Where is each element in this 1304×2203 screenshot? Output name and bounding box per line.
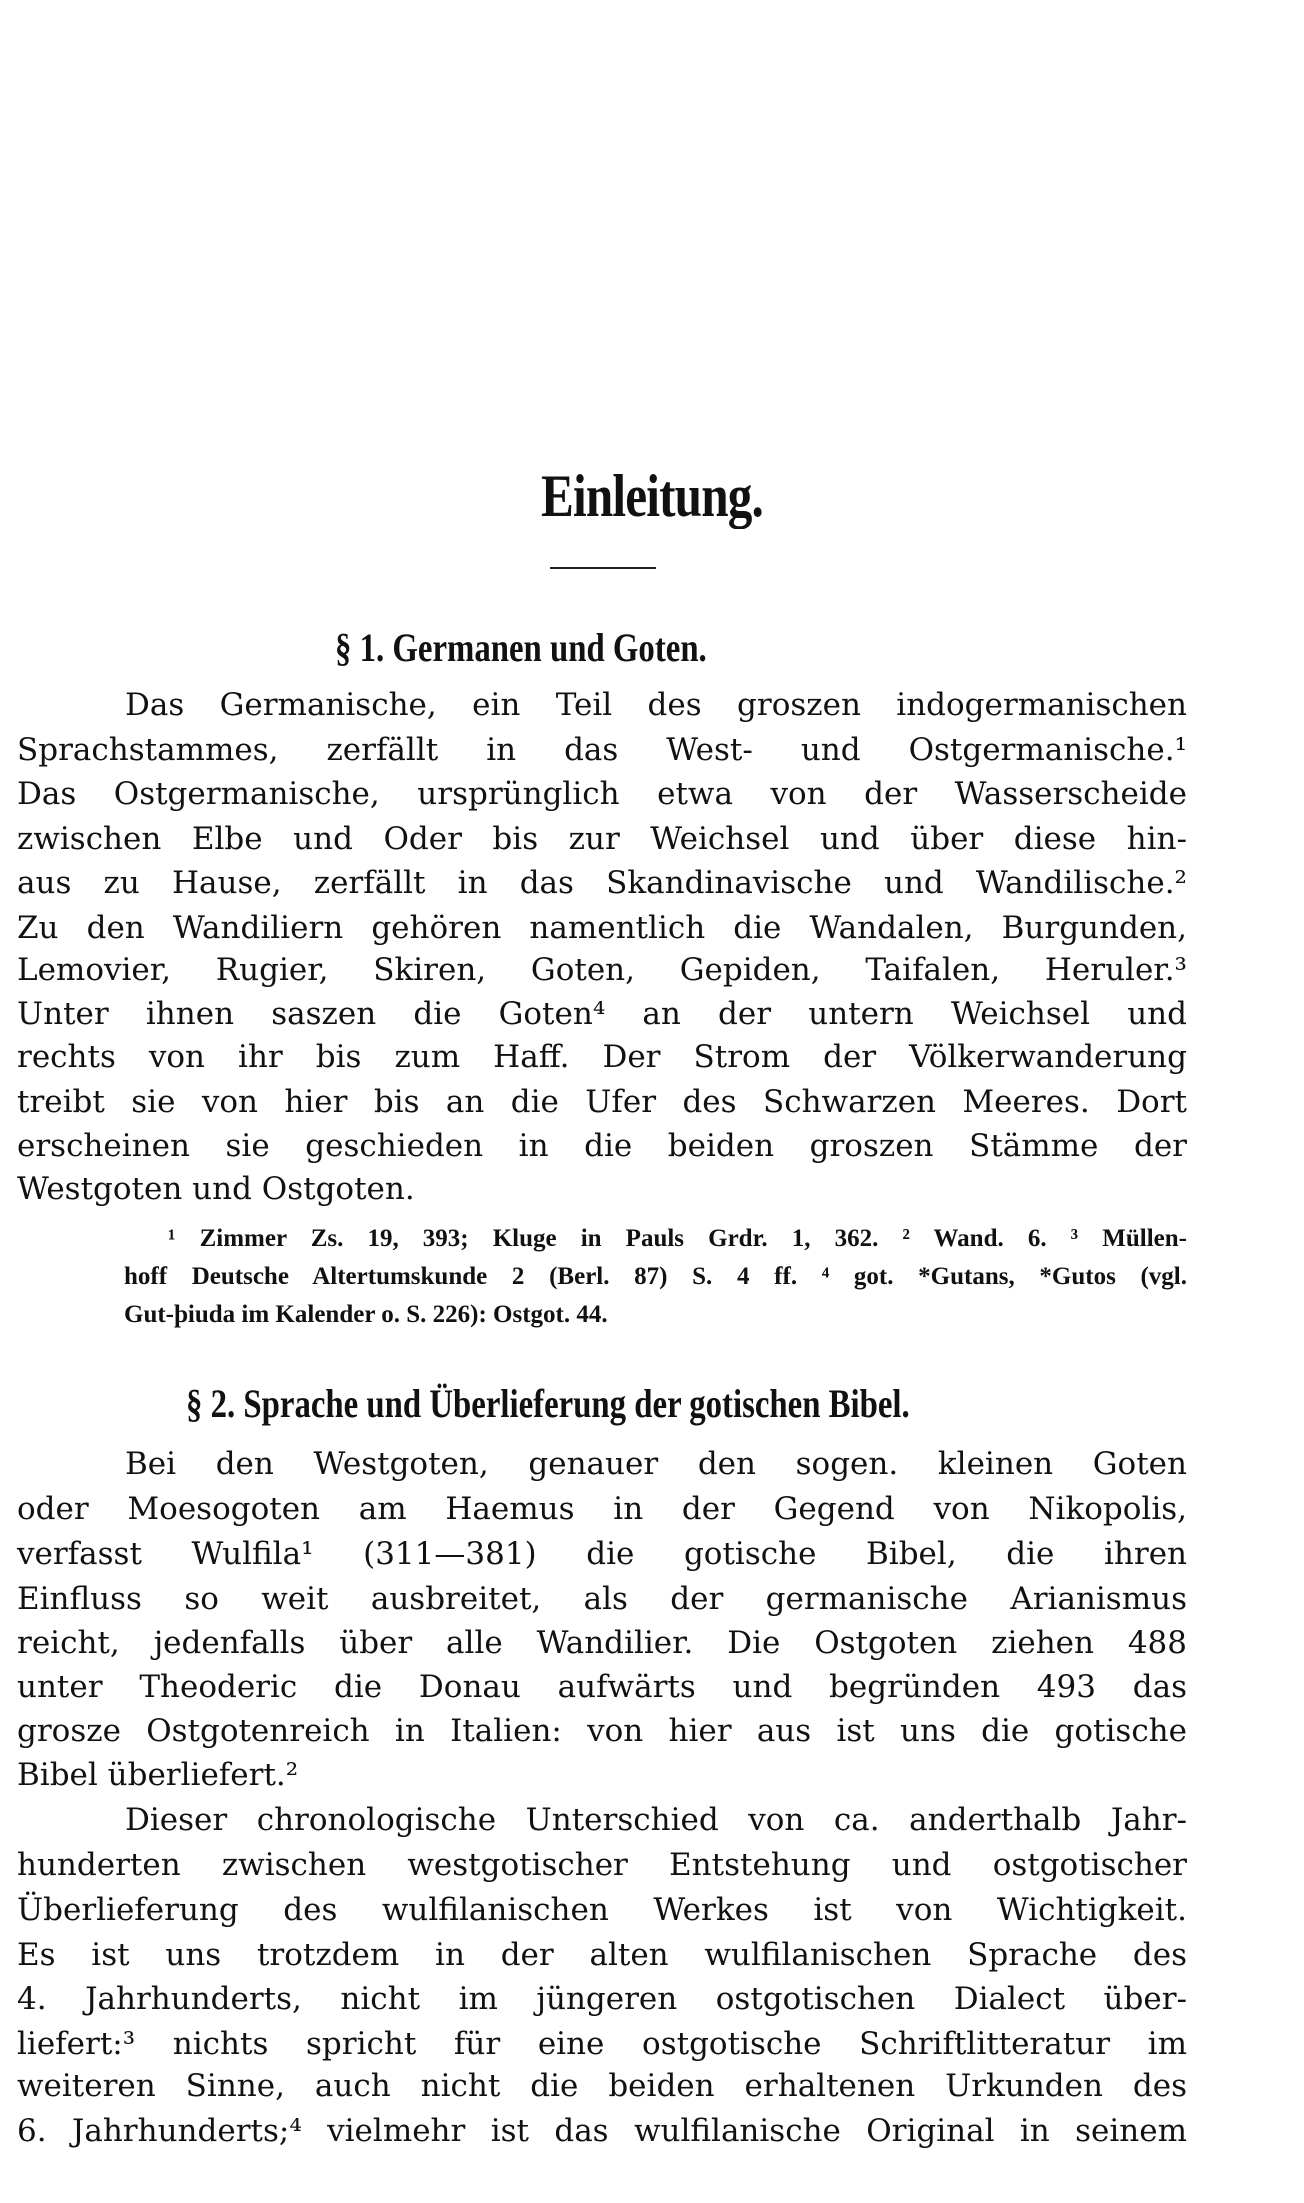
text-line: Bei den Westgoten, genauer den sogen. kleinen Goten	[125, 1446, 1187, 1482]
text-line: weiteren Sinne, auch nicht die beiden erhaltenen Urkunden des	[17, 2068, 1187, 2104]
text-line: Unter ihnen saszen die Goten⁴ an der untern Weichsel und	[17, 996, 1187, 1032]
text-line: liefert:³ nichts spricht für eine ostgotische Schriftlitteratur im	[17, 2026, 1187, 2062]
text-line: grosze Ostgotenreich in Italien: von hier aus ist uns die gotische	[17, 1713, 1187, 1749]
text-line: hunderten zwischen westgotischer Entstehung und ostgotischer	[17, 1847, 1187, 1883]
text-line: Dieser chronologische Unterschied von ca. anderthalb Jahr-	[125, 1802, 1187, 1838]
footnote-line: ¹ Zimmer Zs. 19, 393; Kluge in Pauls Grdr. 1, 362. ² Wand. 6. ³ Müllen-	[168, 1225, 1187, 1252]
text-line: Es ist uns trotzdem in der alten wulfilanischen Sprache des	[17, 1937, 1187, 1973]
section-1-heading	[0, 624, 1214, 671]
text-line: Bibel überliefert.²	[17, 1757, 299, 1793]
text-line: verfasst Wulfila¹ (311—381) die gotische Bibel, die ihren	[17, 1536, 1187, 1572]
section-2-heading	[0, 1380, 1279, 1427]
text-line: Westgoten und Ostgoten.	[17, 1171, 415, 1207]
text-line: Zu den Wandiliern gehören namentlich die Wandalen, Burgunden,	[17, 910, 1187, 946]
footnote-line: Gut-þiuda im Kalender o. S. 226): Ostgot. 44.	[124, 1301, 608, 1328]
title-divider	[550, 567, 656, 569]
text-line: reicht, jedenfalls über alle Wandilier. Die Ostgoten ziehen 488	[17, 1625, 1187, 1661]
text-line: Das Germanische, ein Teil des groszen indogermanischen	[125, 687, 1187, 723]
text-line: 6. Jahrhunderts;⁴ vielmehr ist das wulfilanische Original in seinem	[17, 2113, 1187, 2149]
text-line: erscheinen sie geschieden in die beiden groszen Stämme der	[17, 1128, 1187, 1164]
text-line: unter Theoderic die Donau aufwärts und begründen 493 das	[17, 1669, 1187, 1705]
text-line: Lemovier, Rugier, Skiren, Goten, Gepiden, Taifalen, Heruler.³	[17, 952, 1187, 988]
footnote-line: hoff Deutsche Altertumskunde 2 (Berl. 87) S. 4 ff. ⁴ got. *Gutans, *Gutos (vgl.	[124, 1263, 1187, 1290]
chapter-title: Einleitung.	[540, 463, 764, 529]
text-line: Einfluss so weit ausbreitet, als der germanische Arianismus	[17, 1581, 1187, 1617]
section-1-heading-text: § 1. Germanen und Goten.	[335, 625, 708, 670]
text-line: treibt sie von hier bis an die Ufer des Schwarzen Meeres. Dort	[17, 1084, 1187, 1120]
text-line: Sprachstammes, zerfällt in das West- und Ostgermanische.¹	[17, 732, 1187, 768]
text-line: zwischen Elbe und Oder bis zur Weichsel und über diese hin-	[17, 821, 1187, 857]
text-line: Das Ostgermanische, ursprünglich etwa von der Wasserscheide	[17, 776, 1187, 812]
text-line: Überlieferung des wulfilanischen Werkes ist von Wichtigkeit.	[17, 1892, 1187, 1928]
section-2-heading-text: § 2. Sprache und Überlieferung der gotischen Bibel.	[185, 1381, 910, 1426]
text-line: oder Moesogoten am Haemus in der Gegend von Nikopolis,	[17, 1491, 1187, 1527]
text-line: 4. Jahrhunderts, nicht im jüngeren ostgotischen Dialect über-	[17, 1981, 1187, 2017]
text-line: rechts von ihr bis zum Haff. Der Strom der Völkerwanderung	[17, 1039, 1187, 1075]
text-line: aus zu Hause, zerfällt in das Skandinavische und Wandilische.²	[17, 865, 1187, 901]
